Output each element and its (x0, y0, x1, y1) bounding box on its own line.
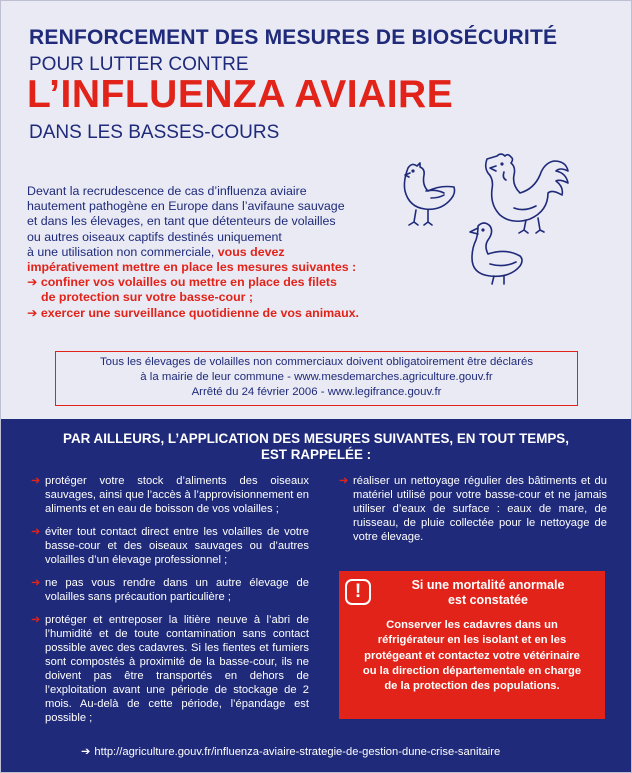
top-section (1, 1, 631, 419)
exclamation-icon: ! (345, 579, 371, 605)
measures-right-column (339, 474, 607, 544)
poultry-illustration-icon (386, 146, 621, 286)
alert-body (347, 618, 597, 694)
alert-title-line-1: Si une mortalité anormale (411, 578, 565, 592)
notice-line-2: à la mairie de leur commune - www.mesdemarches.agriculture.gouv.fr (140, 371, 493, 383)
intro-text (27, 184, 372, 321)
notice-line-1: Tous les élevages de volailles non commerciaux doivent obligatoirement être déclarés (99, 356, 534, 368)
section-title (31, 431, 601, 463)
intro-line: et dans les élevages, en tant que détenteurs de volailles (27, 214, 336, 229)
alert-line: de la protection des populations. (384, 680, 560, 693)
title-line-1: RENFORCEMENT DES MESURES DE BIOSÉCURITÉ (29, 26, 558, 49)
intro-bullet-1: ➔ confiner vos volailles ou mettre en place des filets (27, 275, 337, 290)
info-link-url[interactable]: http://agriculture.gouv.fr/influenza-aviaire-strategie-de-gestion-dune-crise-sanitaire (94, 746, 501, 758)
measure-item: ➜ réaliser un nettoyage régulier des bâtiments et du matériel utilisé pour votre basse-cour et ne jamais utiliser d’eaux de surface : eaux de mare, de ruisseau, de pluie collectée pour le nettoyage de votre élevage. (339, 474, 607, 544)
must-text-2: impérativement mettre en place les mesures suivantes : (27, 260, 357, 275)
arrow-right-icon: ➔ (81, 746, 91, 758)
alert-title (375, 578, 601, 608)
title-line-4: DANS LES BASSES-COURS (29, 122, 280, 143)
alert-line: réfrigérateur en les isolant et en les (377, 634, 567, 647)
intro-bullet-2: ➔ exercer une surveillance quotidienne de vos animaux. (27, 305, 359, 320)
notice-line-3: Arrêté du 24 février 2006 - www.legifrance.gouv.fr (191, 386, 442, 398)
section-title-line-2: EST RAPPELÉE : (260, 447, 372, 462)
measures-section (1, 419, 631, 773)
must-text-1: vous devez (217, 244, 285, 259)
intro-line: hautement pathogène en Europe dans l’avifaune sauvage (27, 199, 345, 214)
title-line-2: POUR LUTTER CONTRE (29, 54, 249, 75)
measure-item: ➜ protéger votre stock d’aliments des oiseaux sauvages, ainsi que l’accès à l’approvisionnement en aliments et en eau de boisson de vos volailles ; (31, 474, 309, 516)
alert-title-line-2: est constatée (448, 593, 528, 607)
title-main: L’INFLUENZA AVIAIRE (27, 73, 454, 116)
intro-line: ou autres oiseaux captifs destinés uniquement (27, 229, 282, 244)
intro-line: Devant la recrudescence de cas d’influenza aviaire (27, 184, 307, 198)
measure-item: ➜ ne pas vous rendre dans un autre élevage de volailles sans précaution particulière ; (31, 576, 309, 604)
intro-bullet-1-cont: de protection sur votre basse-cour ; (41, 290, 254, 305)
measure-item: ➜ éviter tout contact direct entre les volailles de votre basse-cour et des oiseaux sauvages ou d’autres volailles d’un élevage professionnel ; (31, 525, 309, 567)
measure-item: ➜ protéger et entreposer la litière neuve à l’abri de l’humidité et de toute contamination sans contact possible avec des cadavres. Si les fientes et fumiers sont compostés à proximité de la basse-cour, ils ne doivent pas être transportés en dehors de l’exploitation avant une période de stockage de 2 mois. Au-delà de cette période, l’épandage est possible ; (31, 613, 309, 725)
info-link[interactable] (81, 745, 500, 758)
declaration-notice (55, 351, 578, 406)
section-title-line-1: PAR AILLEURS, L’APPLICATION DES MESURES SUIVANTES, EN TOUT TEMPS, (63, 431, 569, 446)
intro-line: à une utilisation non commerciale, (27, 244, 218, 259)
alert-line: ou la direction départementale en charge (362, 664, 582, 677)
alert-line: Conserver les cadavres dans un (386, 619, 558, 631)
alert-line: protégeant et contactez votre vétérinaire (364, 649, 580, 662)
mortality-alert-box (339, 571, 605, 719)
measures-left-column (31, 474, 309, 734)
